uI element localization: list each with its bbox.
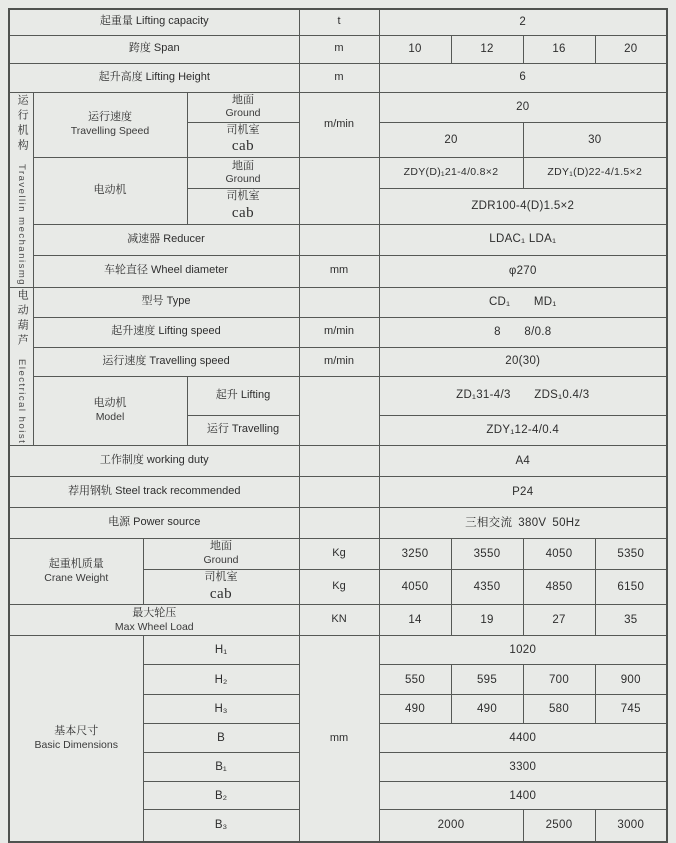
power-source-unit-empty [299,507,379,538]
wheel-diameter-value: φ270 [379,255,667,287]
travel-speed-cab-value-right: 30 [523,122,667,158]
ground-label-en: Ground [225,173,261,186]
wheel-diameter-unit: mm [299,255,379,287]
cab-label-en: cab [209,585,233,602]
dim-b3-value-mid: 2500 [523,810,595,842]
row-wheel-diameter [9,255,667,287]
row-working-duty [9,445,667,476]
dim-b2-value: 1400 [379,782,667,810]
max-wheel-load-unit: KN [299,605,379,636]
ground-label-cn: 地面 [232,93,254,106]
crane-spec-table [8,8,668,843]
travel-speed-label-cn: 运行速度 [88,111,132,124]
hoist-travel-speed-unit: m/min [299,347,379,376]
travel-speed-ground-value: 20 [379,92,667,122]
working-duty-unit-empty [299,445,379,476]
span-unit: m [299,35,379,63]
span-value-3: 16 [523,35,595,63]
dim-h2-value-3: 700 [523,665,595,695]
max-wheel-load-label-en: Max Wheel Load [114,620,194,633]
crane-weight-ground-label [143,538,299,569]
dim-h3-label: H₃ [143,695,299,724]
lifting-capacity-value: 2 [379,9,667,35]
crane-weight-ground-value-2: 3550 [451,538,523,569]
working-duty-value: A4 [379,445,667,476]
travel-speed-cab-value-left: 20 [379,122,523,158]
travel-speed-unit: m/min [299,92,379,158]
crane-weight-ground-value-4: 5350 [595,538,667,569]
basic-dimensions-label-en: Basic Dimensions [34,738,118,751]
hoist-type-unit-empty [299,287,379,317]
dim-b3-value-left: 2000 [379,810,523,842]
crane-weight-cab-value-4: 6150 [595,569,667,605]
steel-track-unit-empty [299,476,379,507]
crane-weight-cab-value-3: 4850 [523,569,595,605]
dim-h2-value-4: 900 [595,665,667,695]
steel-track-value: P24 [379,476,667,507]
reducer-value: LDAC₁ LDA₁ [379,224,667,255]
reducer-label: 减速器 Reducer [33,224,299,255]
dim-h2-label: H₂ [143,665,299,695]
travel-motor-ground-value-right: ZDY₁(D)22-4/1.5×2 [523,158,667,189]
row-travel-motor-ground [9,158,667,189]
hoist-lifting-speed-unit: m/min [299,317,379,347]
hoist-lifting-speed-value: 8 8/0.8 [379,317,667,347]
row-travel-speed-ground [9,92,667,122]
section-travelling-cn: 运行机构 [16,93,29,154]
power-source-label: 电源 Power source [9,507,299,538]
cab-label-cn: 司机室 [204,570,238,583]
crane-weight-label-en: Crane Weight [44,571,109,584]
lifting-capacity-label: 起重量 Lifting capacity [9,9,299,35]
section-electric-hoist [9,287,33,445]
ground-label-en: Ground [225,107,261,120]
lifting-height-value: 6 [379,63,667,92]
section-hoist-en: Electrical hoist [16,358,28,444]
row-hoist-type [9,287,667,317]
row-span [9,35,667,63]
dim-h3-value-1: 490 [379,695,451,724]
hoist-motor-travelling-value: ZDY₁12-4/0.4 [379,415,667,445]
span-label: 跨度 Span [9,35,299,63]
travel-speed-ground-label [187,92,299,122]
travel-motor-ground-label [187,158,299,189]
max-wheel-load-label-cn: 最大轮压 [132,606,177,619]
reducer-unit-empty [299,224,379,255]
span-value-2: 12 [451,35,523,63]
dim-b3-value-right: 3000 [595,810,667,842]
hoist-motor-label-en: Model [95,410,125,423]
travel-speed-group-label [33,92,187,158]
basic-dimensions-unit: mm [299,636,379,842]
row-hoist-motor-lifting [9,376,667,415]
max-wheel-load-value-4: 35 [595,605,667,636]
crane-weight-ground-value-3: 4050 [523,538,595,569]
hoist-motor-travelling-label: 运行 Travelling [187,415,299,445]
crane-weight-cab-value-1: 4050 [379,569,451,605]
power-source-value: 三相交流 380V 50Hz [379,507,667,538]
row-dim-h1 [9,636,667,665]
row-power-source [9,507,667,538]
lifting-capacity-unit: t [299,9,379,35]
hoist-type-label: 型号 Type [33,287,299,317]
travel-speed-cab-label [187,122,299,158]
max-wheel-load-value-2: 19 [451,605,523,636]
hoist-travel-speed-value: 20(30) [379,347,667,376]
dim-h3-value-3: 580 [523,695,595,724]
crane-weight-ground-unit: Kg [299,538,379,569]
row-hoist-travel-speed [9,347,667,376]
crane-weight-ground-value-1: 3250 [379,538,451,569]
dim-h1-label: H₁ [143,636,299,665]
dim-h3-value-2: 490 [451,695,523,724]
lifting-height-unit: m [299,63,379,92]
basic-dimensions-label-cn: 基本尺寸 [54,725,99,738]
ground-label-cn: 地面 [232,159,254,172]
steel-track-label: 荐用钢轨 Steel track recommended [9,476,299,507]
max-wheel-load-value-1: 14 [379,605,451,636]
travel-motor-cab-label [187,189,299,225]
ground-label-cn: 地面 [210,540,232,553]
dim-h3-value-4: 745 [595,695,667,724]
dim-b2-label: B₂ [143,782,299,810]
row-reducer [9,224,667,255]
cab-label-cn: 司机室 [226,190,260,203]
max-wheel-load-value-3: 27 [523,605,595,636]
hoist-lifting-speed-label: 起升速度 Lifting speed [33,317,299,347]
max-wheel-load-label [9,605,299,636]
hoist-type-value: CD₁ MD₁ [379,287,667,317]
crane-weight-cab-value-2: 4350 [451,569,523,605]
cab-label-cn: 司机室 [226,123,260,136]
hoist-motor-unit-empty [299,376,379,445]
hoist-travel-speed-label: 运行速度 Travelling speed [33,347,299,376]
hoist-motor-label-cn: 电动机 [93,397,127,410]
travel-motor-ground-value-left: ZDY(D)₁21-4/0.8×2 [379,158,523,189]
row-crane-weight-ground [9,538,667,569]
row-hoist-lifting-speed [9,317,667,347]
travel-motor-unit-empty [299,158,379,225]
section-travelling-en: Travellin mechanismg [16,163,28,286]
dim-b1-value: 3300 [379,753,667,782]
crane-weight-label [9,538,143,605]
travel-speed-label-en: Travelling Speed [70,125,150,138]
crane-weight-cab-label [143,569,299,605]
dim-b-value: 4400 [379,724,667,753]
section-travelling-mechanism [9,92,33,287]
row-lifting-capacity [9,9,667,35]
dim-b3-label: B₃ [143,810,299,842]
crane-weight-cab-unit: Kg [299,569,379,605]
section-hoist-cn: 电动葫芦 [16,288,29,349]
dim-b-label: B [143,724,299,753]
hoist-motor-lifting-value: ZD₁31-4/3 ZDS₁0.4/3 [379,376,667,415]
working-duty-label: 工作制度 working duty [9,445,299,476]
basic-dimensions-label [9,636,143,842]
span-value-1: 10 [379,35,451,63]
hoist-motor-label [33,376,187,445]
dim-h2-value-1: 550 [379,665,451,695]
crane-weight-label-cn: 起重机质量 [48,558,104,571]
span-value-4: 20 [595,35,667,63]
row-max-wheel-load [9,605,667,636]
lifting-height-label: 起升高度 Lifting Height [9,63,299,92]
ground-label-en: Ground [203,554,239,567]
dim-h2-value-2: 595 [451,665,523,695]
hoist-motor-lifting-label: 起升 Lifting [187,376,299,415]
dim-b1-label: B₁ [143,753,299,782]
dim-h1-value: 1020 [379,636,667,665]
row-steel-track [9,476,667,507]
travel-motor-cab-value: ZDR100-4(D)1.5×2 [379,189,667,225]
wheel-diameter-label: 车轮直径 Wheel diameter [33,255,299,287]
row-lifting-height [9,63,667,92]
cab-label-en: cab [231,138,255,155]
cab-label-en: cab [231,204,255,221]
travel-motor-label: 电动机 [33,158,187,225]
